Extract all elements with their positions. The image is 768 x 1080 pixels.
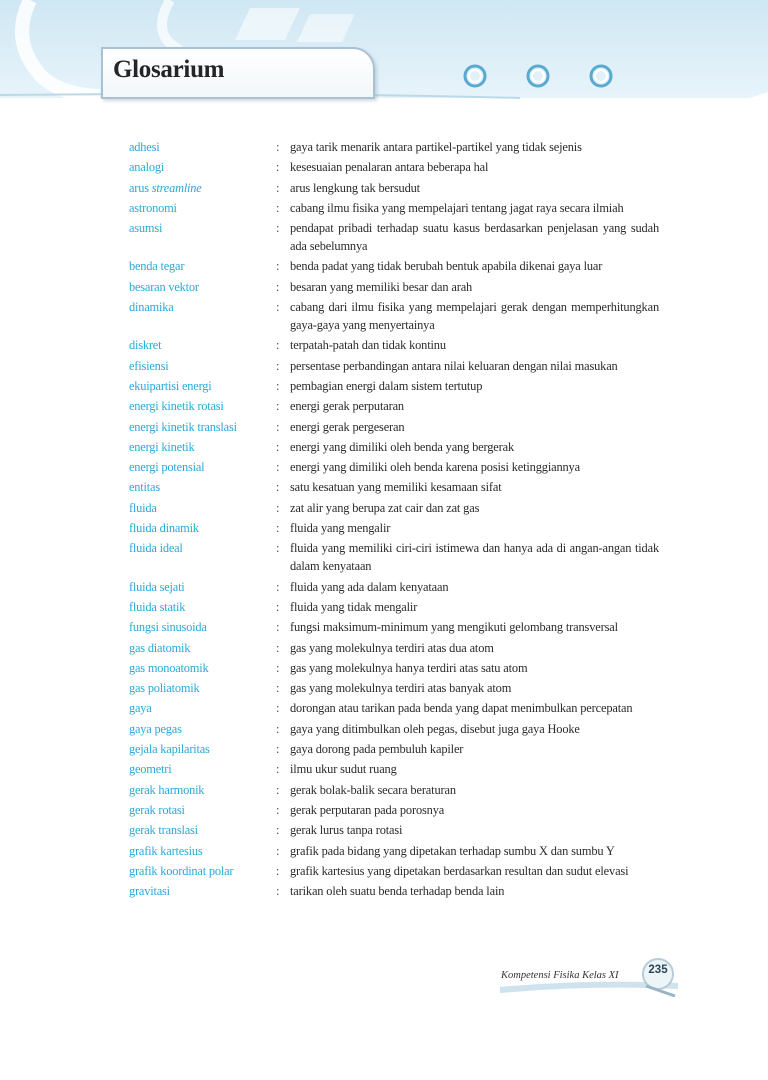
glossary-definition: energi yang dimiliki oleh benda karena posisi ketinggiannya: [290, 460, 580, 475]
glossary-term: gas poliatomik: [129, 681, 200, 696]
separator-colon: :: [276, 599, 280, 614]
glossary-entry: [129, 158, 659, 176]
glossary-term: entitas: [129, 480, 160, 495]
separator-colon: :: [276, 338, 280, 353]
separator-colon: :: [276, 221, 280, 236]
glossary-term: gerak rotasi: [129, 802, 185, 817]
glossary-entry: [129, 679, 659, 697]
decorative-rings: [455, 60, 625, 96]
glossary-entry: [129, 278, 659, 296]
glossary-definition: dorongan atau tarikan pada benda yang dapat menimbulkan percepatan: [290, 701, 633, 716]
glossary-definition: gerak bolak-balik secara beraturan: [290, 782, 456, 797]
separator-colon: :: [276, 620, 280, 635]
separator-colon: :: [276, 358, 280, 373]
glossary-definition: gas yang molekulnya hanya terdiri atas satu atom: [290, 660, 528, 675]
glossary-definition: besaran yang memiliki besar dan arah: [290, 279, 473, 294]
glossary-definition: gerak perputaran pada porosnya: [290, 802, 445, 817]
glossary-definition: fungsi maksimum-minimum yang mengikuti gelombang transversal: [290, 620, 618, 635]
separator-colon: :: [276, 843, 280, 858]
separator-colon: :: [276, 480, 280, 495]
glossary-term: fluida: [129, 500, 157, 515]
glossary-definition: cabang ilmu fisika yang mempelajari tentang jagat raya secara ilmiah: [290, 200, 624, 215]
separator-colon: :: [276, 721, 280, 736]
separator-colon: :: [276, 640, 280, 655]
glossary-term: fluida ideal: [129, 541, 183, 556]
separator-colon: :: [276, 823, 280, 838]
glossary-term: fungsi sinusoida: [129, 620, 207, 635]
separator-colon: :: [276, 579, 280, 594]
glossary-definition: gaya yang ditimbulkan oleh pegas, disebut juga gaya Hooke: [290, 721, 580, 736]
glossary-entry: [129, 659, 659, 677]
glossary-definition: gerak lurus tanpa rotasi: [290, 823, 403, 838]
glossary-term: geometri: [129, 762, 172, 777]
glossary-entry: [129, 760, 659, 778]
separator-colon: :: [276, 259, 280, 274]
glossary-term: benda tegar: [129, 259, 185, 274]
separator-colon: :: [276, 460, 280, 475]
glossary-entry: [129, 478, 659, 496]
glossary-term: asumsi: [129, 221, 163, 236]
glossary-term: fluida dinamik: [129, 521, 199, 536]
glossary-entry: [129, 418, 659, 436]
glossary-entry: [129, 598, 659, 616]
glossary-term: ekuipartisi energi: [129, 378, 212, 393]
glossary-entry: [129, 882, 659, 900]
glossary-term: gaya pegas: [129, 721, 182, 736]
separator-colon: :: [276, 378, 280, 393]
glossary-term: gerak harmonik: [129, 782, 205, 797]
glossary-term: [129, 179, 276, 197]
glossary-definition: fluida yang ada dalam kenyataan: [290, 579, 449, 594]
separator-colon: :: [276, 279, 280, 294]
glossary-term: fluida statik: [129, 599, 186, 614]
page-number: 235: [648, 964, 668, 976]
separator-colon: :: [276, 884, 280, 899]
glossary-entry: [129, 699, 659, 717]
glossary-entry: [129, 618, 659, 636]
glossary-definition: zat alir yang berupa zat cair dan zat gas: [290, 500, 480, 515]
glossary-entry: [129, 539, 659, 575]
glossary-entry: [129, 357, 659, 375]
separator-colon: :: [276, 500, 280, 515]
glossary-term: grafik koordinat polar: [129, 863, 234, 878]
glossary-definition: grafik pada bidang yang dipetakan terhadap sumbu X dan sumbu Y: [290, 843, 615, 858]
separator-colon: :: [276, 863, 280, 878]
glossary-term: besaran vektor: [129, 279, 199, 294]
separator-colon: :: [276, 541, 280, 556]
glossary-term: energi kinetik: [129, 439, 195, 454]
separator-colon: :: [276, 140, 280, 154]
glossary-term: fluida sejati: [129, 579, 185, 594]
glossary-term: gas monoatomik: [129, 660, 209, 675]
glossary-term: gaya: [129, 701, 152, 716]
glossary-entry: [129, 740, 659, 758]
separator-colon: :: [276, 681, 280, 696]
glossary-term: energi kinetik translasi: [129, 419, 237, 434]
separator-colon: :: [276, 762, 280, 777]
separator-colon: :: [276, 660, 280, 675]
separator-colon: :: [276, 521, 280, 536]
glossary-entry: [129, 336, 659, 354]
glossary-definition: cabang dari ilmu fisika yang mempelajari gerak dengan memperhitungkan gaya-gaya yang menyertainya: [290, 300, 659, 333]
glossary-definition: tarikan oleh suatu benda terhadap benda lain: [290, 884, 505, 899]
page-title: Glosarium: [113, 56, 225, 83]
glossary-entry: [129, 499, 659, 517]
glossary-definition: satu kesatuan yang memiliki kesamaan sifat: [290, 480, 502, 495]
glossary-entry: [129, 438, 659, 456]
glossary-entry: [129, 138, 659, 156]
glossary-term: adhesi: [129, 140, 160, 154]
glossary-definition: energi gerak pergeseran: [290, 419, 405, 434]
glossary-definition: fluida yang memiliki ciri-ciri istimewa dan hanya ada di angan-angan tidak dalam kenyataan: [290, 541, 659, 574]
separator-colon: :: [276, 742, 280, 757]
glossary-term: analogi: [129, 160, 165, 175]
separator-colon: :: [276, 701, 280, 716]
glossary-entry: [129, 801, 659, 819]
glossary-definition: benda padat yang tidak berubah bentuk apabila dikenai gaya luar: [290, 259, 603, 274]
glossary-entry: [129, 781, 659, 799]
glossary-definition: gaya dorong pada pembuluh kapiler: [290, 742, 464, 757]
glossary-entry: [129, 842, 659, 860]
glossary-term: gas diatomik: [129, 640, 191, 655]
glossary-list: [129, 138, 659, 902]
glossary-term: grafik kartesius: [129, 843, 203, 858]
glossary-term: gejala kapilaritas: [129, 742, 210, 757]
glossary-term: diskret: [129, 338, 162, 353]
glossary-definition: pendapat pribadi terhadap suatu kasus berdasarkan penjelasan yang sudah ada sebelumnya: [290, 221, 659, 254]
glossary-definition: fluida yang mengalir: [290, 521, 391, 536]
separator-colon: :: [276, 782, 280, 797]
glossary-term-prefix: arus: [129, 180, 152, 195]
glossary-definition: fluida yang tidak mengalir: [290, 599, 418, 614]
separator-colon: :: [276, 160, 280, 175]
glossary-entry: [129, 199, 659, 217]
glossary-term-italic: streamline: [151, 180, 202, 195]
glossary-entry: [129, 219, 659, 255]
glossary-entry: [129, 519, 659, 537]
book-title: Kompetensi Fisika Kelas XI: [501, 970, 619, 981]
glossary-definition: pembagian energi dalam sistem tertutup: [290, 378, 483, 393]
glossary-definition: persentase perbandingan antara nilai keluaran dengan nilai masukan: [290, 358, 618, 373]
glossary-term: gravitasi: [129, 884, 170, 899]
glossary-entry: [129, 397, 659, 415]
glossary-term: astronomi: [129, 200, 177, 215]
glossary-definition: energi gerak perputaran: [290, 399, 404, 414]
glossary-entry: [129, 639, 659, 657]
separator-colon: :: [276, 399, 280, 414]
separator-colon: :: [276, 200, 280, 215]
glossary-term: energi potensial: [129, 460, 205, 475]
glossary-entry: [129, 179, 659, 197]
glossary-definition: gas yang molekulnya terdiri atas banyak atom: [290, 681, 512, 696]
glossary-definition: energi yang dimiliki oleh benda yang bergerak: [290, 439, 515, 454]
glossary-definition: gaya tarik menarik antara partikel-partikel yang tidak sejenis: [290, 140, 582, 154]
glossary-term: efisiensi: [129, 358, 169, 373]
glossary-entry: [129, 458, 659, 476]
separator-colon: :: [276, 180, 280, 195]
glossary-definition: grafik kartesius yang dipetakan berdasarkan resultan dan sudut elevasi: [290, 863, 629, 878]
glossary-entry: [129, 578, 659, 596]
glossary-term: energi kinetik rotasi: [129, 399, 224, 414]
glossary-entry: [129, 377, 659, 395]
separator-colon: :: [276, 419, 280, 434]
glossary-entry: [129, 720, 659, 738]
glossary-term: gerak translasi: [129, 823, 198, 838]
glossary-definition: terpatah-patah dan tidak kontinu: [290, 338, 446, 353]
glossary-entry: [129, 862, 659, 880]
separator-colon: :: [276, 439, 280, 454]
glossary-term: dinamika: [129, 300, 174, 315]
glossary-entry: [129, 821, 659, 839]
separator-colon: :: [276, 802, 280, 817]
glossary-entry: [129, 257, 659, 275]
glossary-definition: gas yang molekulnya terdiri atas dua atom: [290, 640, 494, 655]
glossary-definition: ilmu ukur sudut ruang: [290, 762, 397, 777]
separator-colon: :: [276, 300, 280, 315]
glossary-definition: kesesuaian penalaran antara beberapa hal: [290, 160, 489, 175]
glossary-entry: [129, 298, 659, 334]
glossary-definition: arus lengkung tak bersudut: [290, 180, 420, 195]
